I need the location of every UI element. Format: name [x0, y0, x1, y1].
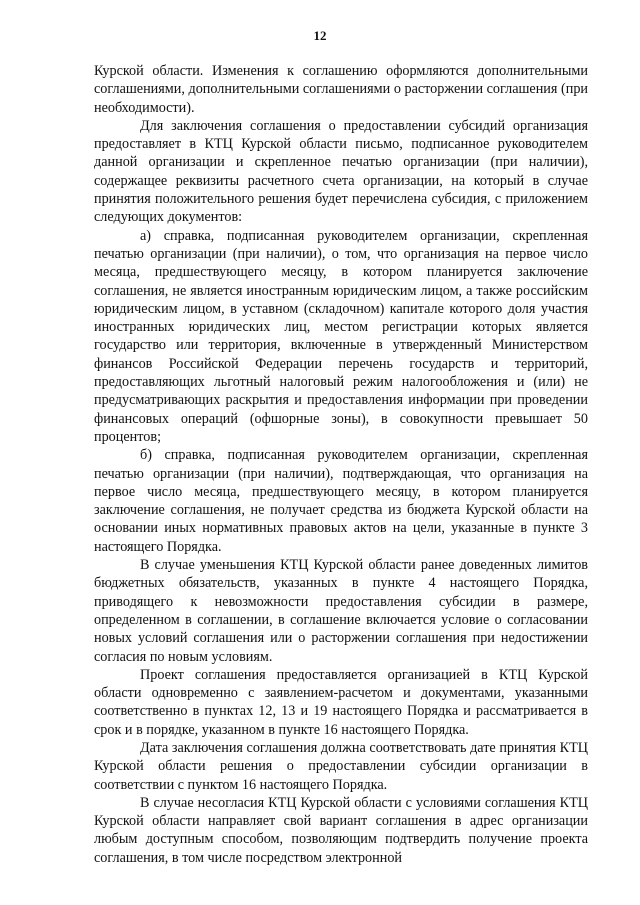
page-number: 12	[313, 28, 327, 43]
document-body	[94, 62, 588, 867]
paragraph-item-b: б) справка, подписанная руководителем организации, скрепленная печатью организации (при наличии), подтверждающая, что организация на первое число месяца, предшествующего месяцу, в котором планируется заключение соглашения, не получает средства из бюджета Курской области на основании иных нормативных правовых актов на цели, указанные в пункте 3 настоящего Порядка.	[94, 447, 588, 555]
paragraph-agreement-documents: Для заключения соглашения о предоставлении субсидий организация предоставляет в КТЦ Курской области письмо, подписанное руководителем данной организации и скрепленное печатью организации (при наличии), содержащее реквизиты расчетного счета организации, на который в случае принятия положительного решения будет перечислена субсидия, с приложением следующих документов:	[94, 117, 588, 226]
paragraph-continuation: Курской области. Изменения к соглашению оформляются дополнительными соглашениями, дополнительными соглашениями о расторжении соглашения (при необходимости).	[94, 63, 588, 116]
paragraph-item-a: а) справка, подписанная руководителем организации, скрепленная печатью организации (при наличии), о том, что организация на первое число месяца, предшествующего месяцу, в котором планируется заключение соглашения, не является иностранным юридическим лицом, а также российским юридическим лицом, в уставном (складочном) капитале которого доля участия иностранных юридических лиц, местом регистрации которых является государство или территория, включенные в утвержденный Министерством финансов Российской Федерации перечень государств и территорий, предоставляющих льготный налоговый режим налогообложения и (или) не предусматривающих раскрытия и предоставления информации при проведении финансовых операций (офшорные зоны), в совокупности превышает 50 процентов;	[94, 227, 588, 445]
paragraph-draft-agreement: Проект соглашения предоставляется организацией в КТЦ Курской области одновременно с заявлением-расчетом и документами, указанными соответственно в пунктах 12, 13 и 19 настоящего Порядка и рассматривается в срок и в порядке, указанном в пункте 16 настоящего Порядка.	[94, 666, 588, 738]
paragraph-limits-reduction: В случае уменьшения КТЦ Курской области ранее доведенных лимитов бюджетных обязательств, указанных в пункте 4 настоящего Порядка, приводящего к невозможности предоставления субсидии в размере, определенном в соглашении, в соглашение включается условие о согласовании новых условий соглашения или о расторжении соглашения при недостижении согласия по новым условиям.	[94, 557, 588, 665]
paragraph-agreement-date: Дата заключения соглашения должна соответствовать дате принятия КТЦ Курской области решения о предоставлении субсидии организации в соответствии с пунктом 16 настоящего Порядка.	[94, 739, 588, 793]
paragraph-disagreement: В случае несогласия КТЦ Курской области с условиями соглашения КТЦ Курской области направляет свой вариант соглашения в адрес организации любым доступным способом, позволяющим подтвердить получение проекта соглашения, в том числе посредством электронной	[94, 794, 588, 866]
